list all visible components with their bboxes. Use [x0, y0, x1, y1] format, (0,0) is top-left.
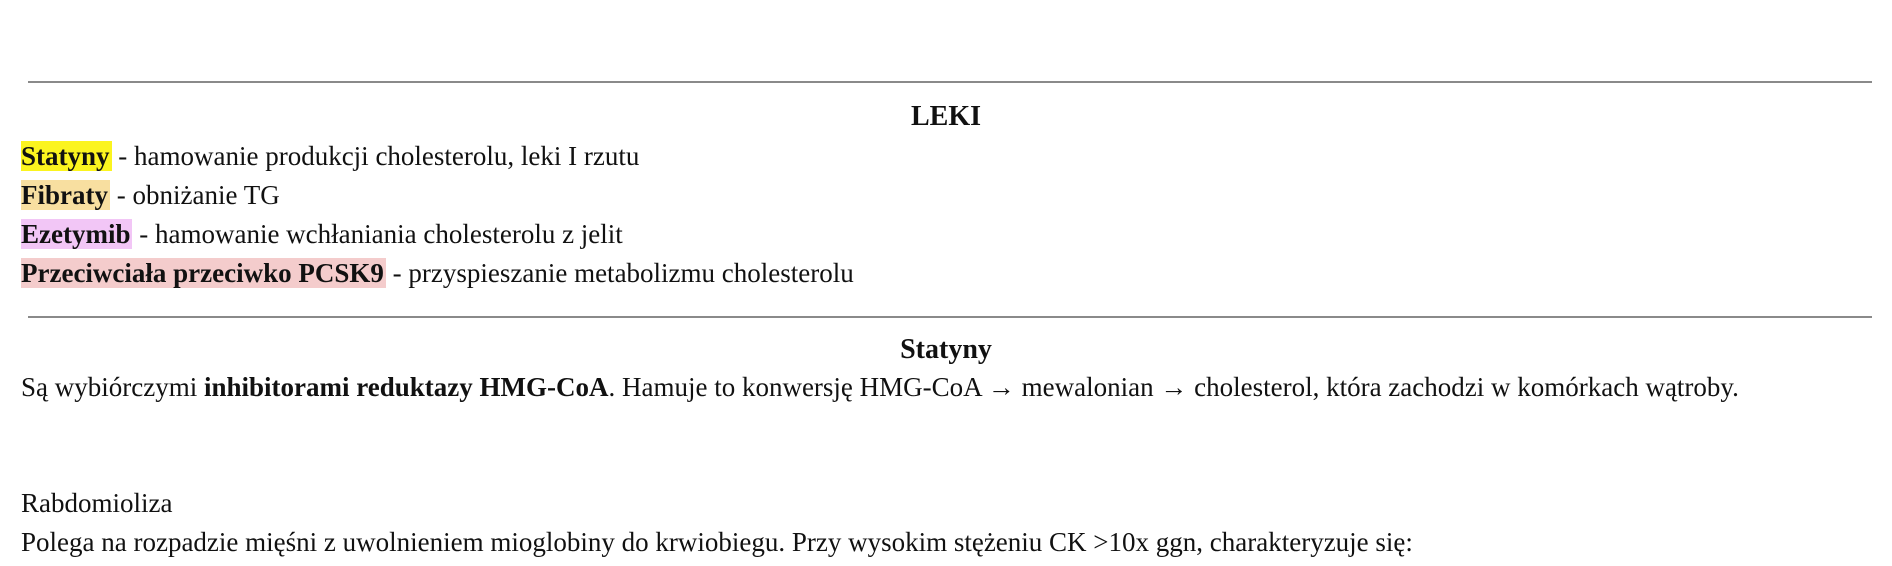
rabdomioliza-heading: Rabdomioliza	[21, 488, 173, 518]
section-title-statyny: Statyny	[900, 334, 992, 365]
statyny-text-post: . Hamuje to konwersję HMG-CoA → mewalonian → cholesterol, która zachodzi w komórkach wątroby.	[608, 372, 1739, 402]
drug-line-fibraty	[21, 176, 1871, 215]
drug-desc-ezetymib: - hamowanie wchłaniania cholesterolu z jelit	[132, 219, 623, 249]
horizontal-rule	[28, 81, 1872, 83]
drug-name-statyny: Statyny	[21, 141, 110, 171]
drug-name-fibraty: Fibraty	[21, 180, 108, 210]
rabdomioliza-text: Polega na rozpadzie mięśni z uwolnieniem mioglobiny do krwiobiegu. Przy wysokim stężeniu CK >10x ggn, charakteryzuje się:	[21, 527, 1413, 557]
drug-line-pcsk9	[21, 254, 1871, 293]
drug-desc-statyny: - hamowanie produkcji cholesterolu, leki I rzutu	[111, 141, 640, 171]
statyny-text-pre: Są wybiórczymi	[21, 372, 204, 402]
statyny-text-bold: inhibitorami reduktazy HMG-CoA	[203, 372, 609, 402]
drug-desc-pcsk9: - przyspieszanie metabolizmu cholesterolu	[385, 258, 854, 288]
drug-name-pcsk9: Przeciwciała przeciwko PCSK9	[21, 258, 384, 288]
drug-list	[21, 137, 1871, 293]
drug-desc-fibraty: - obniżanie TG	[110, 180, 280, 210]
drug-name-ezetymib: Ezetymib	[21, 219, 131, 249]
drug-line-ezetymib	[21, 215, 1871, 254]
section-title-leki: LEKI	[910, 101, 982, 132]
statyny-paragraph	[21, 368, 1871, 407]
horizontal-rule	[28, 316, 1872, 318]
drug-line-statyny	[21, 137, 1871, 176]
